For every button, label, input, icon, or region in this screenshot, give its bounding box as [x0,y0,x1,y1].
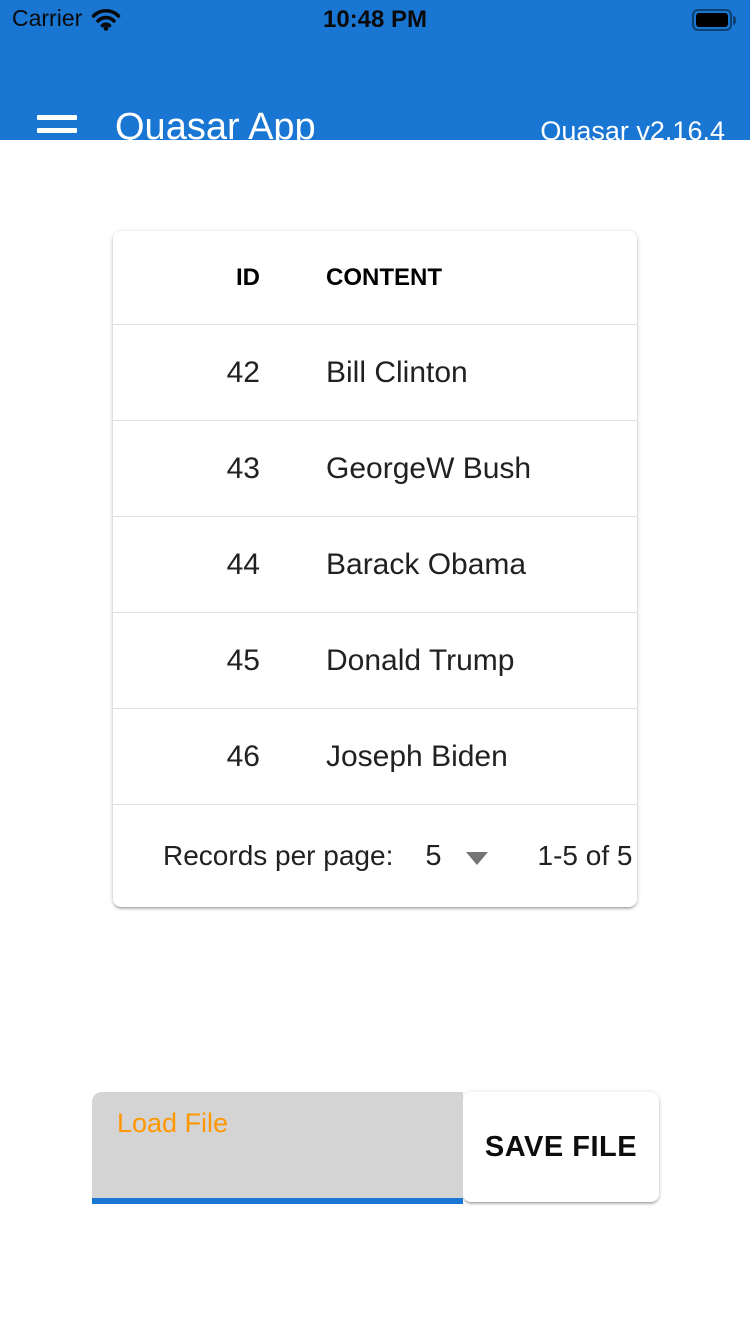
table-pagination-footer [113,805,637,907]
load-file-input[interactable] [92,1092,463,1204]
cell-id: 46 [226,739,260,773]
load-file-label: Load File [117,1108,229,1138]
input-focus-underline [92,1198,463,1204]
page-title: Quasar App [115,106,316,148]
table-header-row [113,231,637,325]
battery-icon [692,9,736,31]
column-header-id: ID [236,263,260,291]
cell-content: GeorgeW Bush [326,451,532,485]
file-controls [92,1092,659,1204]
pagination-range-label: 1-5 of 5 [537,840,633,871]
carrier-label: Carrier [12,5,83,31]
cell-content: Bill Clinton [326,355,468,389]
status-bar [0,0,750,40]
save-file-button[interactable] [463,1092,659,1202]
top-blue-area [0,0,750,148]
version-label: Quasar v2.16.4 [540,116,725,146]
column-header-content: CONTENT [326,263,442,291]
data-table-card [113,231,637,907]
app-toolbar [0,40,750,148]
cell-content: Barack Obama [326,547,527,581]
menu-icon[interactable] [37,115,77,145]
table-row [113,709,637,805]
chevron-down-icon[interactable] [466,852,488,865]
cell-id: 45 [226,643,260,677]
records-per-page-select[interactable] [425,840,487,873]
cell-id: 43 [226,451,260,485]
table-row [113,325,637,421]
records-per-page-value[interactable]: 5 [425,839,442,872]
clock-time: 10:48 PM [322,6,428,33]
cell-id: 44 [226,547,260,581]
table-row [113,517,637,613]
save-file-button-label: SAVE FILE [484,1130,638,1163]
cell-id: 42 [226,355,260,389]
table-row [113,613,637,709]
table-row [113,421,637,517]
cell-content: Joseph Biden [326,739,508,773]
records-per-page-label: Records per page: [163,840,394,871]
table-body [113,325,637,805]
cell-content: Donald Trump [326,643,515,677]
